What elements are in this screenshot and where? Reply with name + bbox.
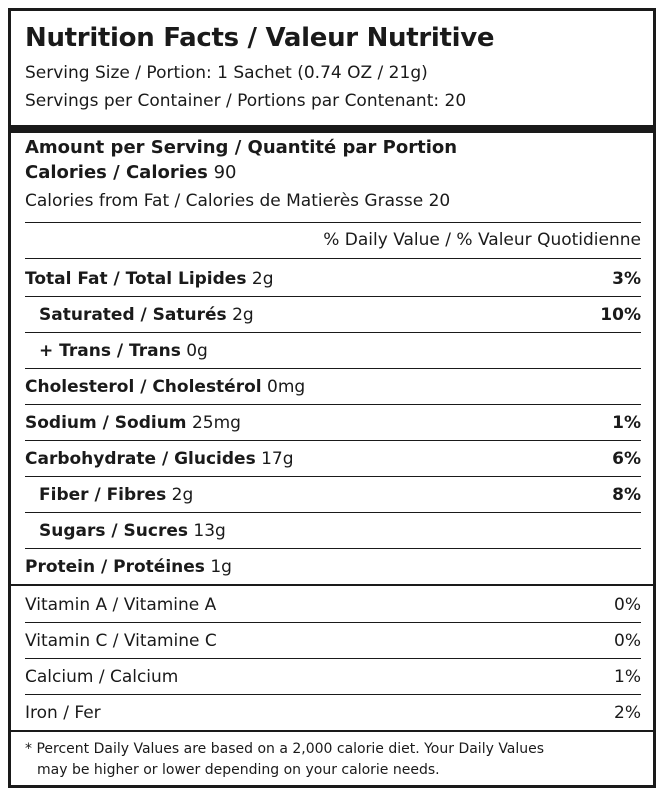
vitamin-label: Calcium / Calcium: [25, 667, 179, 687]
amount-per-serving: Amount per Serving / Quantité par Portion: [25, 137, 458, 158]
nutrient-label: Total Fat / Total Lipides 2g: [25, 269, 274, 289]
vitamin-label: Iron / Fer: [25, 703, 101, 723]
nutrient-label: Carbohydrate / Glucides 17g: [25, 449, 294, 469]
nutrient-row-sodium: [25, 405, 641, 441]
divider: [25, 222, 641, 223]
vitamin-label: Vitamin C / Vitamine C: [25, 631, 217, 651]
vitamin-row-iron: [25, 695, 641, 731]
calories-line: [25, 162, 236, 183]
nutrient-label: Protein / Protéines 1g: [25, 557, 232, 577]
vitamin-row-a: [25, 587, 641, 623]
nutrient-label: Sodium / Sodium 25mg: [25, 413, 241, 433]
nutrient-label: Cholesterol / Cholestérol 0mg: [25, 377, 306, 397]
nutrient-row-protein: [25, 549, 641, 585]
vitamin-percent: 0%: [614, 631, 641, 651]
vitamin-percent: 0%: [614, 595, 641, 615]
servings-per-container: Servings per Container / Portions par Contenant: 20: [25, 91, 467, 111]
daily-value-header: % Daily Value / % Valeur Quotidienne: [323, 230, 641, 250]
nutrient-label: Sugars / Sucres 13g: [39, 521, 226, 541]
vitamin-row-calcium: [25, 659, 641, 695]
divider: [25, 258, 641, 259]
label-title: Nutrition Facts / Valeur Nutritive: [25, 23, 495, 53]
vitamin-percent: 1%: [614, 667, 641, 687]
serving-size: Serving Size / Portion: 1 Sachet (0.74 OZ / 21g): [25, 63, 428, 83]
footnote: [25, 739, 639, 781]
section-divider: [11, 730, 653, 732]
nutrient-row-fiber: [25, 477, 641, 513]
calories-value: 90: [213, 162, 237, 183]
footnote-line: may be higher or lower depending on your calorie needs.: [37, 762, 440, 778]
nutrient-percent: 6%: [612, 449, 641, 469]
nutrient-row-trans: [25, 333, 641, 369]
nutrient-percent: 1%: [612, 413, 641, 433]
vitamin-percent: 2%: [614, 703, 641, 723]
nutrient-row-carbohydrate: [25, 441, 641, 477]
calories-from-fat: Calories from Fat / Calories de Matierès Grasse 20: [25, 191, 451, 211]
vitamin-row-c: [25, 623, 641, 659]
nutrient-percent: 10%: [600, 305, 641, 325]
nutrient-label: Fiber / Fibres 2g: [39, 485, 194, 505]
nutrition-facts-panel: [8, 8, 656, 788]
nutrient-row-total-fat: [25, 261, 641, 297]
section-divider: [11, 584, 653, 586]
nutrient-row-cholesterol: [25, 369, 641, 405]
thick-divider: [11, 125, 653, 133]
nutrient-row-saturated: [25, 297, 641, 333]
nutrient-percent: 3%: [612, 269, 641, 289]
nutrient-label: + Trans / Trans 0g: [39, 341, 208, 361]
vitamin-label: Vitamin A / Vitamine A: [25, 595, 217, 615]
nutrient-percent: 8%: [612, 485, 641, 505]
nutrient-row-sugars: [25, 513, 641, 549]
nutrient-label: Saturated / Saturés 2g: [39, 305, 254, 325]
calories-label: Calories / Calories: [25, 162, 208, 183]
footnote-line: * Percent Daily Values are based on a 2,000 calorie diet. Your Daily Values: [25, 741, 545, 757]
